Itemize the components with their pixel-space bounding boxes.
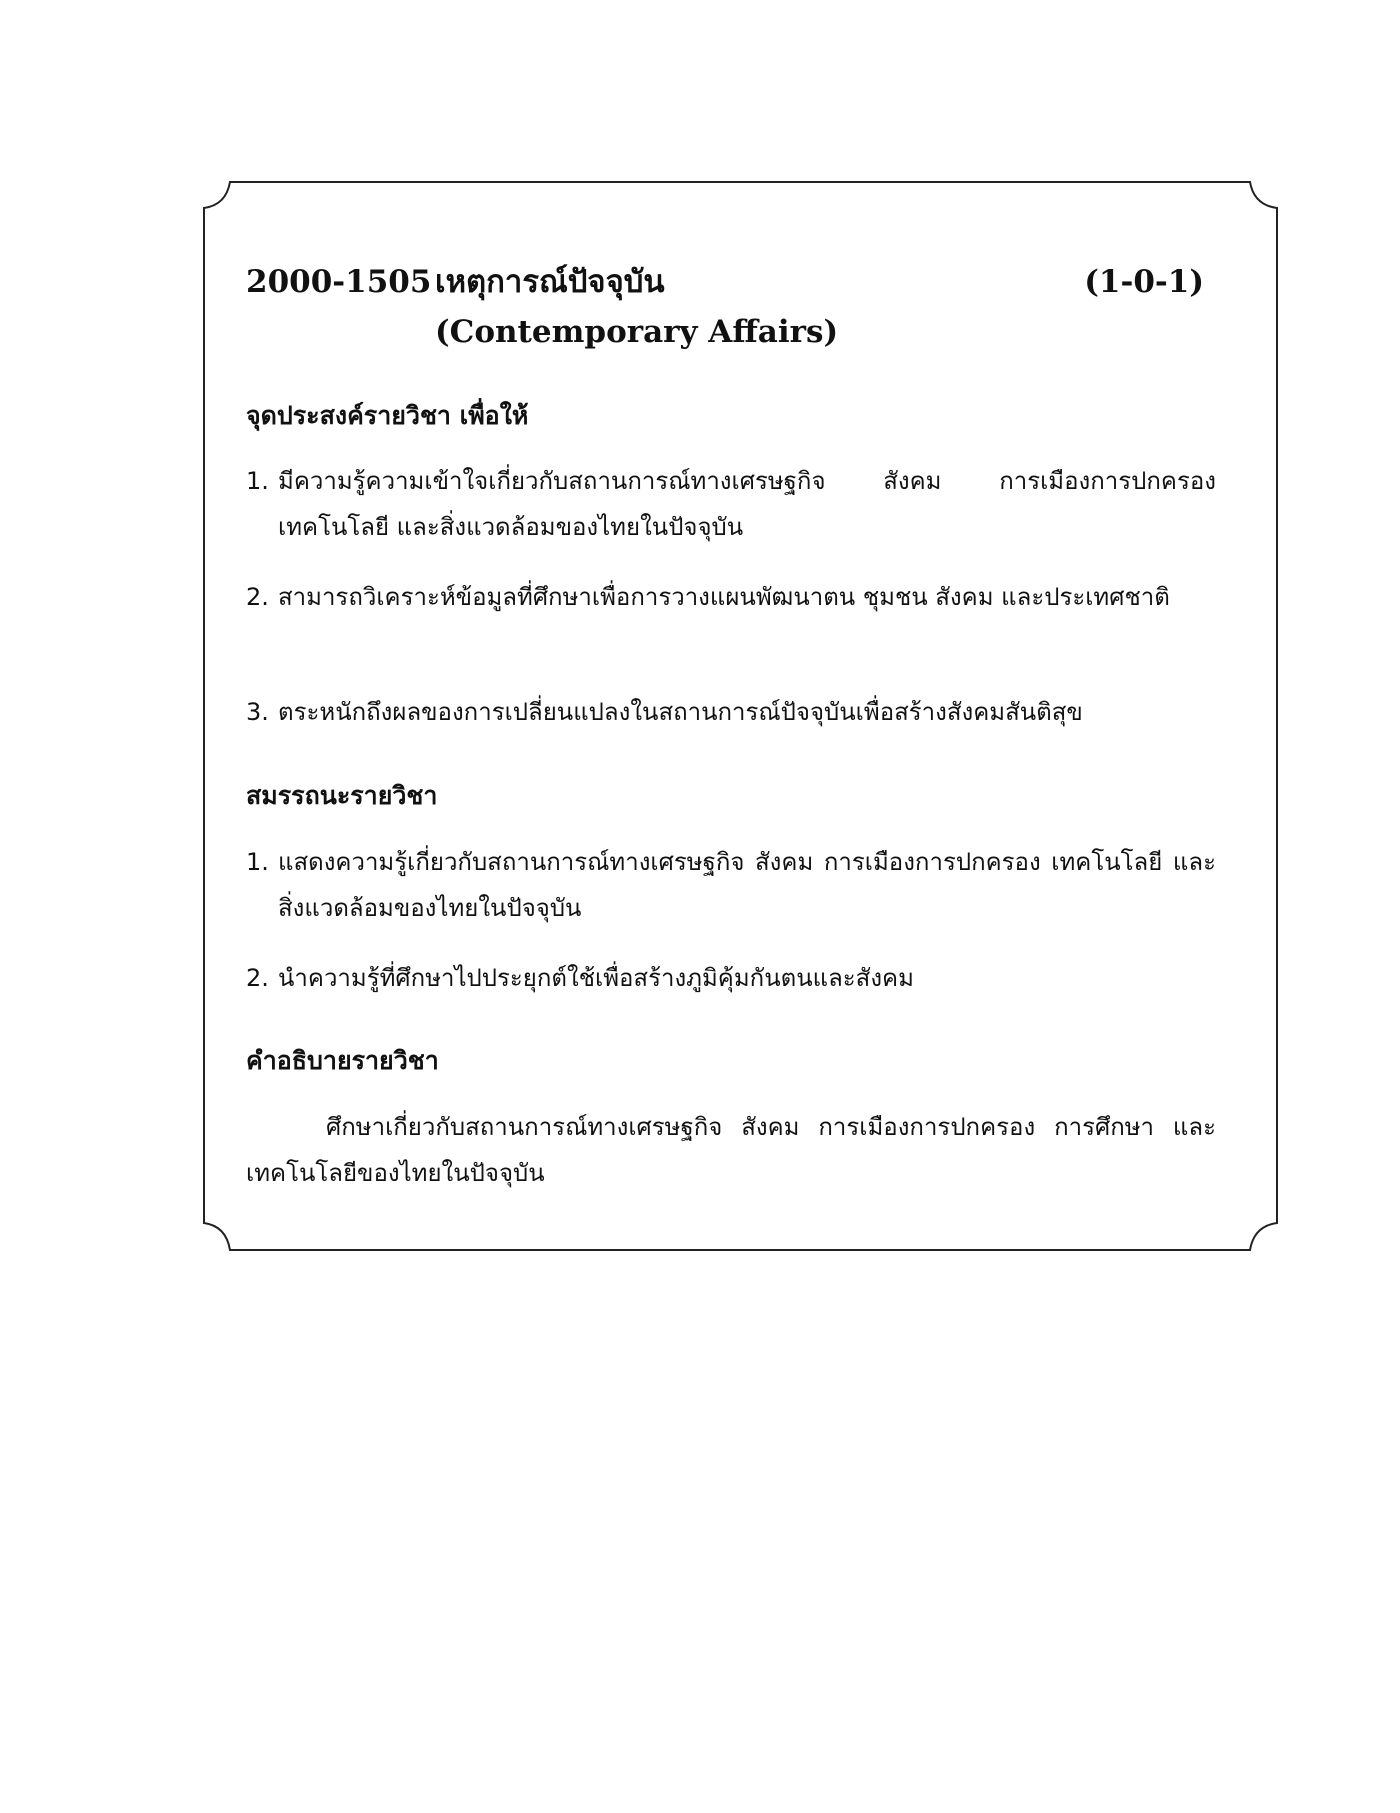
objective-item-2 [246, 574, 1216, 620]
objectives-heading: จุดประสงค์รายวิชา เพื่อให้ [246, 401, 529, 430]
course-title-thai: เหตุการณ์ปัจจุบัน [435, 264, 665, 300]
objective-item-3 [246, 689, 1216, 735]
description-heading: คำอธิบายรายวิชา [246, 1046, 439, 1075]
objective-item-1 [246, 458, 1216, 550]
course-credits: (1-0-1) [1084, 264, 1204, 300]
objective-text: สามารถวิเคราะห์ข้อมูลที่ศึกษาเพื่อการวางแผนพัฒนาตน ชุมชน สังคม และประเทศชาติ [278, 583, 1170, 611]
competency-item-2 [246, 955, 1216, 1001]
course-title-english: (Contemporary Affairs) [435, 314, 839, 350]
competency-text: แสดงความรู้เกี่ยวกับสถานการณ์ทางเศรษฐกิจ สังคม การเมืองการปกครอง เทคโนโลยี และสิ่งแวดล้อมของไทยในปัจจุบัน [278, 848, 1216, 922]
objective-number: 3. [246, 698, 269, 726]
course-code: 2000-1505 [246, 264, 432, 300]
objective-text: ตระหนักถึงผลของการเปลี่ยนแปลงในสถานการณ์ปัจจุบันเพื่อสร้างสังคมสันติสุข [278, 698, 1083, 726]
competency-text: นำความรู้ที่ศึกษาไปประยุกต์ใช้เพื่อสร้างภูมิคุ้มกันตนและสังคม [278, 964, 914, 992]
competency-number: 1. [246, 848, 269, 876]
competency-number: 2. [246, 964, 269, 992]
objective-number: 1. [246, 467, 269, 495]
objective-text: มีความรู้ความเข้าใจเกี่ยวกับสถานการณ์ทางเศรษฐกิจ สังคม การเมืองการปกครอง เทคโนโลยี และสิ่งแวดล้อมของไทยในปัจจุบัน [278, 467, 1216, 541]
course-description: ศึกษาเกี่ยวกับสถานการณ์ทางเศรษฐกิจ สังคม การเมืองการปกครอง การศึกษา และเทคโนโลยีของไทยในปัจจุบัน [246, 1113, 1216, 1187]
competencies-heading: สมรรถนะรายวิชา [246, 781, 438, 810]
competency-item-1 [246, 839, 1216, 931]
objective-number: 2. [246, 583, 269, 611]
